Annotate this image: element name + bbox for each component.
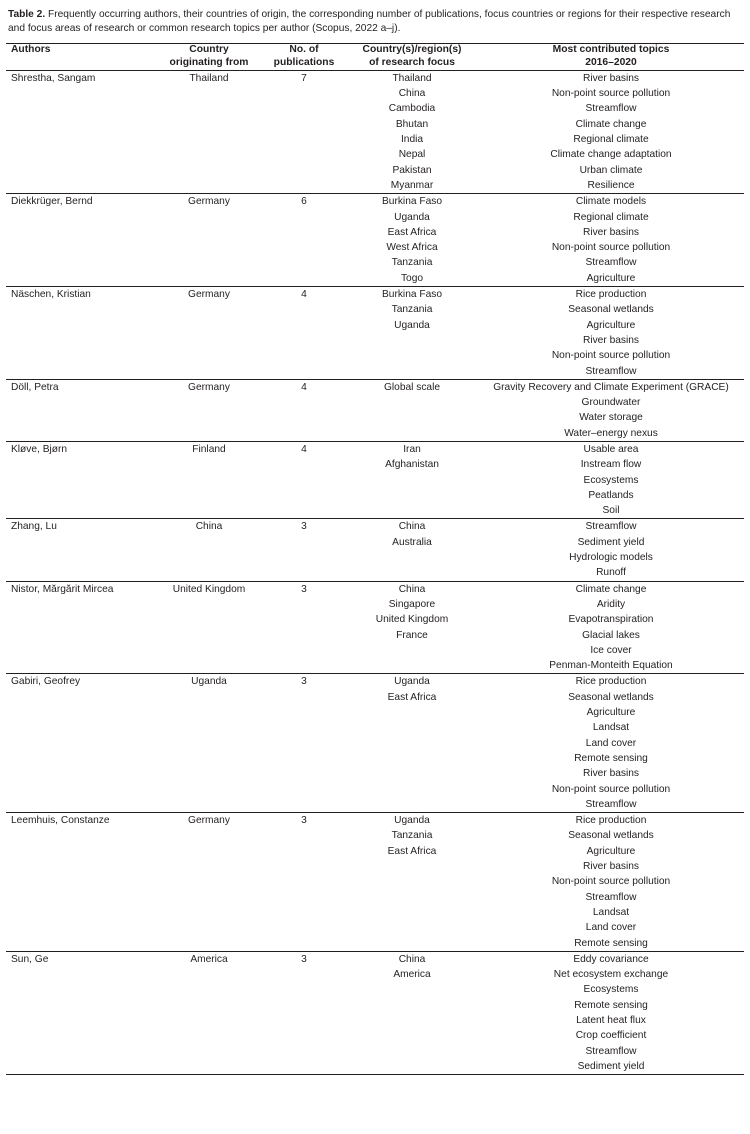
focus-item: Pakistan [392,164,432,176]
topic-item: Regional climate [573,134,649,146]
focus-item: Tanzania [391,304,433,316]
topic-item: Seasonal wetlands [568,691,654,703]
cell-publications: 3 [262,674,346,813]
cell-publications: 4 [262,287,346,380]
authors-table [6,43,744,1074]
topic-item: Non-point source pollution [551,783,671,795]
cell-topics [478,379,744,441]
cell-country: Thailand [156,70,262,193]
cell-country: Germany [156,194,262,287]
cell-author: Diekkrüger, Bernd [6,194,156,287]
topic-item: Climate change [575,118,647,130]
topic-item: Penman-Monteith Equation [549,660,673,672]
topic-item: River basins [582,334,640,346]
focus-item: Nepal [398,149,426,161]
cell-author: Leemhuis, Constanze [6,813,156,952]
focus-item: West Africa [386,242,438,254]
table-row [6,70,744,193]
focus-item: China [398,583,426,595]
cell-research-focus [346,813,478,952]
cell-topics [478,674,744,813]
focus-item: Uganda [394,211,430,223]
topic-item: Gravity Recovery and Climate Experiment (GRACE) [493,381,729,393]
focus-item: China [398,521,426,533]
topic-item: Seasonal wetlands [568,830,654,842]
topic-item: River basins [582,861,640,873]
cell-publications: 3 [262,519,346,581]
cell-publications: 3 [262,951,346,1074]
cell-topics [478,287,744,380]
topic-item: Remote sensing [574,752,648,764]
focus-item: Burkina Faso [381,289,443,301]
cell-topics [478,951,744,1074]
topic-item: Land cover [585,737,637,749]
cell-publications: 7 [262,70,346,193]
focus-item: East Africa [387,691,437,703]
topic-item: Climate models [575,196,647,208]
cell-topics [478,581,744,674]
focus-item: Uganda [394,319,430,331]
table-row [6,442,744,519]
cell-topics [478,442,744,519]
topic-item: Resilience [587,179,635,191]
cell-publications: 4 [262,379,346,441]
table-row [6,379,744,441]
table-row [6,194,744,287]
table-row [6,581,744,674]
topic-item: Agriculture [586,707,636,719]
topic-item: Ice cover [590,644,632,656]
focus-item: Thailand [392,72,432,84]
topic-item: Sediment yield [577,536,645,548]
topic-item: Streamflow [585,365,637,377]
caption-label: Table 2. [8,9,46,20]
cell-research-focus [346,442,478,519]
cell-publications: 6 [262,194,346,287]
topic-item: Streamflow [585,103,637,115]
topic-item: Non-point source pollution [551,88,671,100]
topic-item: Glacial lakes [582,629,640,641]
focus-item: Iran [403,444,421,455]
topic-item: Remote sensing [574,999,648,1011]
focus-item: Australia [392,536,432,548]
topic-item: Non-point source pollution [551,350,671,362]
topic-item: Rice production [575,289,647,301]
focus-item: Cambodia [388,103,436,115]
topic-item: Crop coefficient [575,1030,647,1042]
topic-item: Agriculture [586,272,636,284]
topic-item: Ecosystems [583,984,639,996]
topic-item: Non-point source pollution [551,876,671,888]
cell-publications: 3 [262,581,346,674]
cell-research-focus [346,951,478,1074]
cell-research-focus [346,581,478,674]
topic-item: Landsat [592,722,630,734]
table-row [6,519,744,581]
focus-item: Burkina Faso [381,196,443,208]
cell-author: Zhang, Lu [6,519,156,581]
cell-country: Germany [156,287,262,380]
caption-text: Frequently occurring authors, their countries of origin, the corresponding number of publications, focus countries or regions for their respective research and focus areas of research or common research topics per author (Scopus, 2022 a–j). [8,9,731,35]
topic-item: Evapotranspiration [568,614,654,626]
table-row [6,674,744,813]
focus-item: China [398,88,426,100]
topic-item: River basins [582,768,640,780]
table-row [6,813,744,952]
cell-topics [478,70,744,193]
cell-author: Kløve, Bjørn [6,442,156,519]
cell-country: China [156,519,262,581]
focus-item: Tanzania [391,257,433,269]
topic-item: Climate change adaptation [550,149,672,161]
col-header-authors: Authors [6,44,156,71]
col-header-publications: No. of publications [262,44,346,71]
cell-author: Döll, Petra [6,379,156,441]
focus-item: China [398,953,426,965]
topic-item: Streamflow [585,798,637,810]
topic-item: Water storage [579,412,643,424]
cell-research-focus [346,287,478,380]
focus-item: India [400,134,424,146]
col-header-country-origin: Country originating from [156,44,262,71]
focus-item: Uganda [394,676,430,688]
focus-item: America [393,969,431,981]
topic-item: Latent heat flux [576,1014,646,1026]
topic-item: Sediment yield [577,1060,645,1072]
topic-item: Soil [602,505,620,517]
cell-author: Sun, Ge [6,951,156,1074]
topic-item: Climate change [575,583,647,595]
topic-item: Rice production [575,815,647,827]
cell-country: Finland [156,442,262,519]
cell-country: America [156,951,262,1074]
topic-item: Regional climate [573,211,649,223]
cell-research-focus [346,194,478,287]
topic-item: Groundwater [581,397,641,409]
focus-item: Togo [400,272,424,284]
topic-item: Streamflow [585,521,637,533]
topic-item: Landsat [592,906,630,918]
focus-item: Singapore [388,598,436,610]
topic-item: Remote sensing [574,937,648,949]
topic-item: Seasonal wetlands [568,304,654,316]
cell-topics [478,519,744,581]
focus-item: Bhutan [395,118,429,130]
topic-item: Non-point source pollution [551,242,671,254]
topic-item: Streamflow [585,1045,637,1057]
cell-publications: 4 [262,442,346,519]
topic-item: Hydrologic models [569,552,653,564]
cell-country: Uganda [156,674,262,813]
topic-item: Instream flow [580,459,642,471]
cell-author: Gabiri, Geofrey [6,674,156,813]
cell-research-focus [346,674,478,813]
table-header-row [6,44,744,71]
table-body [6,70,744,1074]
topic-item: Runoff [596,567,626,579]
topic-item: Land cover [585,922,637,934]
topic-item: Net ecosystem exchange [553,969,669,981]
focus-item: United Kingdom [375,614,449,626]
topic-item: River basins [582,72,640,84]
topic-item: Streamflow [585,891,637,903]
table-row [6,287,744,380]
focus-item: Global scale [383,381,441,393]
topic-item: Water–energy nexus [564,427,658,439]
topic-item: Eddy covariance [573,953,649,965]
topic-item: Rice production [575,676,647,688]
table-caption [8,8,742,36]
topic-item: Usable area [583,444,639,455]
focus-item: East Africa [387,845,437,857]
table-bottom-rule [6,1074,744,1075]
topic-item: Agriculture [586,319,636,331]
topic-item: Streamflow [585,257,637,269]
cell-publications: 3 [262,813,346,952]
cell-author: Nistor, Mărgărit Mircea [6,581,156,674]
table-row [6,951,744,1074]
cell-country: Germany [156,379,262,441]
col-header-research-focus: Country(s)/region(s) of research focus [346,44,478,71]
topic-item: Aridity [596,598,626,610]
focus-item: East Africa [387,226,437,238]
cell-research-focus [346,519,478,581]
col-header-topics: Most contributed topics 2016–2020 [478,44,744,71]
table-head [6,44,744,71]
focus-item: Uganda [394,815,430,827]
cell-topics [478,813,744,952]
topic-item: Agriculture [586,845,636,857]
cell-author: Näschen, Kristian [6,287,156,380]
topic-item: Urban climate [579,164,643,176]
cell-topics [478,194,744,287]
topic-item: Peatlands [588,489,634,501]
cell-author: Shrestha, Sangam [6,70,156,193]
focus-item: Afghanistan [385,459,439,471]
cell-country: Germany [156,813,262,952]
topic-item: River basins [582,226,640,238]
focus-item: Myanmar [390,179,434,191]
topic-item: Ecosystems [583,474,639,486]
cell-research-focus [346,379,478,441]
cell-country: United Kingdom [156,581,262,674]
cell-research-focus [346,70,478,193]
focus-item: France [396,629,428,641]
focus-item: Tanzania [391,830,433,842]
